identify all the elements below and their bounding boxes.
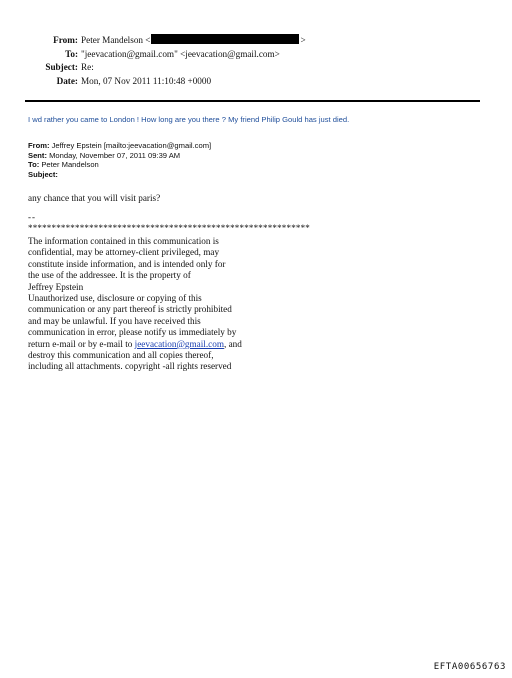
orig-from-value: Jeffrey Epstein [mailto:jeevacation@gmail.com] [49,141,212,150]
confidentiality-disclaimer [28,236,288,373]
disclaimer-line: communication or any part thereof is strictly prohibited [28,304,232,315]
to-value: "jeevacation@gmail.com" <jeevacation@gmail.com> [81,48,280,59]
disclaimer-line: and may be unlawful. If you have received this [28,315,201,326]
subject-label: Subject: [45,62,78,72]
disclaimer-line: Unauthorized use, disclosure or copying of this [28,293,202,304]
signature-separator: -- [28,212,36,222]
header-subject-row [0,61,512,75]
disclaimer-line: including all attachments. copyright -all rights reserved [28,361,232,372]
orig-sent-label: Sent: [28,150,47,160]
disclaimer-text: , and [223,338,242,349]
disclaimer-line [28,339,288,350]
document-id: EFTA00656763 [433,662,506,672]
subject-value: Re: [81,62,94,72]
date-label: Date: [56,75,78,86]
orig-sent-row [28,151,211,161]
orig-to-value: Peter Mandelson [39,160,99,170]
disclaimer-line: constitute inside information, and is intended only for [28,258,226,269]
disclaimer-line: confidential, may be attorney-client privileged, may [28,247,220,258]
orig-to-label: To: [28,160,40,170]
asterisk-divider: ************************************************************ [28,223,310,233]
header-date-row [0,75,512,89]
from-bracket-close: > [300,35,306,45]
reply-message: I wd rather you came to London ! How long are you there ? My friend Philip Gould has just died. [28,115,350,124]
disclaimer-line: The information contained in this communication is [28,236,219,246]
from-name: Peter Mandelson < [81,35,151,45]
email-link[interactable]: jeevacation@gmail.com [134,338,224,349]
disclaimer-line: Jeffrey Epstein [28,281,84,292]
disclaimer-line: destroy this communication and all copies thereof, [28,350,214,361]
orig-from-label: From: [28,141,50,150]
orig-sent-value: Monday, November 07, 2011 09:39 AM [46,150,181,160]
disclaimer-text: return e-mail or by e-mail to [28,338,135,349]
from-value [81,34,306,48]
disclaimer-line: the use of the addressee. It is the property of [28,270,191,281]
date-value: Mon, 07 Nov 2011 11:10:48 +0000 [81,75,212,86]
orig-to-row [28,160,211,170]
disclaimer-line: communication in error, please notify us immediately by [28,327,237,338]
from-label: From: [53,35,78,45]
header-to-row [0,48,512,62]
header-divider [25,100,480,102]
orig-subject-row [28,170,211,180]
redaction-bar [151,34,299,44]
original-message-header [28,141,211,179]
orig-from-row [28,141,211,151]
message-body: any chance that you will visit paris? [28,193,161,203]
orig-subject-label: Subject: [28,169,58,179]
header-from-row [0,34,512,48]
to-label: To: [65,48,78,59]
email-header [0,34,512,88]
